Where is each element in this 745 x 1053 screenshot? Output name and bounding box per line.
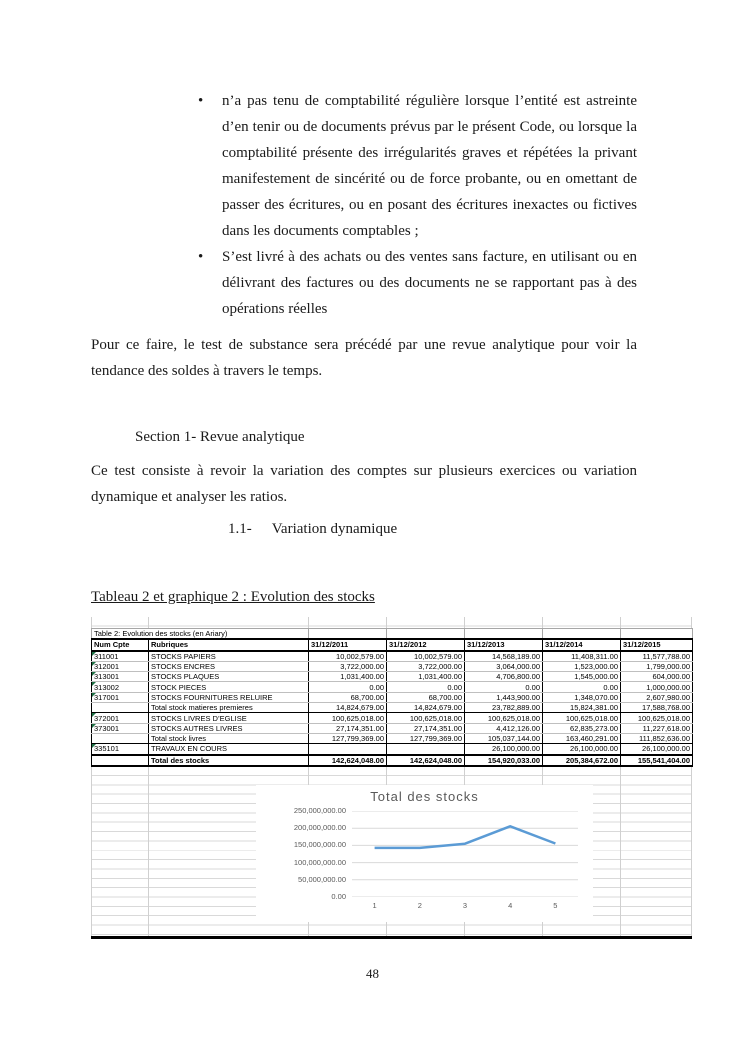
value-cell: 4,412,126.00	[465, 723, 543, 733]
rubrique-cell: STOCKS ENCRES	[149, 661, 309, 671]
bullet-text: n’a pas tenu de comptabilité régulière lorsque l’entité est astreinte d’en tenir ou de documents prévus par le présent Code, ou lorsque la comptabilité présente des irrégularités graves et répétées la privant manifestement de sincérité ou de force probante, ou en omettant de passer des écritures, ou en posant des écritures inexactes ou fictives dans les documents comptables ;	[222, 93, 637, 239]
value-cell: 1,348,070.00	[543, 692, 621, 702]
y-axis-label: 250,000,000.00	[293, 806, 346, 815]
value-cell: 1,443,900.00	[465, 692, 543, 702]
value-cell: 1,031,400.00	[387, 672, 465, 682]
rubrique-cell: STOCKS PAPIERS	[149, 651, 309, 662]
value-cell: 17,588,768.00	[621, 703, 693, 713]
value-cell: 1,000,000.00	[621, 682, 693, 692]
value-cell: 127,799,369.00	[387, 733, 465, 743]
account-number-cell: 312001	[92, 661, 149, 671]
list-item	[91, 244, 637, 322]
table-caption: Tableau 2 et graphique 2 : Evolution des stocks	[91, 589, 375, 605]
value-cell: 15,824,381.00	[543, 703, 621, 713]
value-cell: 0.00	[387, 682, 465, 692]
table-row	[92, 661, 693, 671]
x-axis-label: 1	[372, 901, 377, 910]
value-cell: 26,100,000.00	[621, 744, 693, 755]
rubrique-cell: STOCKS FOURNITURES RELUIRE	[149, 692, 309, 702]
value-cell: 127,799,369.00	[309, 733, 387, 743]
table-row	[92, 682, 693, 692]
value-cell: 14,824,679.00	[387, 703, 465, 713]
value-cell: 10,002,579.00	[387, 651, 465, 662]
account-number-cell: 313001	[92, 672, 149, 682]
bullet-text: S’est livré à des achats ou des ventes sans facture, en utilisant ou en délivrant des factures ou des documents ne se rapportant pas à des opérations réelles	[222, 249, 637, 317]
table-title: Table 2: Evolution des stocks (en Ariary)	[92, 629, 309, 640]
table-row	[92, 723, 693, 733]
value-cell: 11,577,788.00	[621, 651, 693, 662]
y-axis-label: 50,000,000.00	[298, 874, 346, 884]
stocks-table	[91, 628, 693, 767]
x-axis-label: 2	[417, 901, 422, 910]
rubrique-cell: Total des stocks	[149, 755, 309, 766]
table-row	[92, 733, 693, 743]
value-cell: 111,852,636.00	[621, 733, 693, 743]
empty-cell	[465, 629, 543, 640]
line-chart-svg	[352, 811, 578, 897]
stock-table-body	[92, 629, 693, 766]
value-cell: 4,706,800.00	[465, 672, 543, 682]
bullet-list	[91, 88, 637, 322]
account-number-cell	[92, 733, 149, 743]
value-cell: 11,408,311.00	[543, 651, 621, 662]
value-cell: 10,002,579.00	[309, 651, 387, 662]
table-row	[92, 692, 693, 702]
value-cell: 27,174,351.00	[387, 723, 465, 733]
rubrique-cell: STOCKS PLAQUES	[149, 672, 309, 682]
empty-cell	[309, 629, 387, 640]
value-cell: 100,625,018.00	[621, 713, 693, 723]
table-row	[92, 744, 693, 755]
value-cell: 11,227,618.00	[621, 723, 693, 733]
value-cell: 163,460,291.00	[543, 733, 621, 743]
rubrique-cell: Total stock livres	[149, 733, 309, 743]
value-cell: 100,625,018.00	[543, 713, 621, 723]
spreadsheet-embed	[91, 617, 692, 939]
account-number-cell: 372001	[92, 713, 149, 723]
value-cell	[387, 744, 465, 755]
column-header: 31/12/2011	[309, 639, 387, 650]
value-cell: 100,625,018.00	[387, 713, 465, 723]
rubrique-cell: STOCKS LIVRES D’EGLISE	[149, 713, 309, 723]
table-title-row	[92, 629, 693, 640]
value-cell: 3,064,000.00	[465, 661, 543, 671]
line-series	[375, 826, 556, 848]
value-cell: 14,824,679.00	[309, 703, 387, 713]
value-cell: 0.00	[309, 682, 387, 692]
value-cell: 23,782,889.00	[465, 703, 543, 713]
table-row	[92, 651, 693, 662]
value-cell: 2,607,980.00	[621, 692, 693, 702]
table-row	[92, 713, 693, 723]
value-cell: 26,100,000.00	[543, 744, 621, 755]
column-header: Num Cpte	[92, 639, 149, 650]
total-stocks-chart	[256, 785, 593, 922]
empty-cell	[387, 629, 465, 640]
value-cell: 1,031,400.00	[309, 672, 387, 682]
chart-title: Total des stocks	[370, 789, 479, 804]
value-cell	[309, 744, 387, 755]
account-number-cell: 313002	[92, 682, 149, 692]
chart-plot-area	[352, 811, 578, 897]
value-cell: 142,624,048.00	[387, 755, 465, 766]
account-number-cell	[92, 755, 149, 766]
paragraph-test-variation: Ce test consiste à revoir la variation des comptes sur plusieurs exercices ou variation dynamique et analyser les ratios.	[91, 463, 637, 505]
value-cell: 1,545,000.00	[543, 672, 621, 682]
value-cell: 1,799,000.00	[621, 661, 693, 671]
value-cell: 62,835,273.00	[543, 723, 621, 733]
bullet-icon: •	[198, 93, 204, 109]
empty-cell	[543, 629, 621, 640]
table-row	[92, 672, 693, 682]
list-item	[91, 88, 637, 244]
column-header: 31/12/2014	[543, 639, 621, 650]
value-cell: 27,174,351.00	[309, 723, 387, 733]
account-number-cell	[92, 703, 149, 713]
value-cell: 604,000.00	[621, 672, 693, 682]
value-cell: 1,523,000.00	[543, 661, 621, 671]
table-row	[92, 703, 693, 713]
value-cell: 154,920,033.00	[465, 755, 543, 766]
table-row	[92, 755, 693, 766]
empty-cell	[621, 629, 693, 640]
column-header: 31/12/2015	[621, 639, 693, 650]
account-number-cell: 311001	[92, 651, 149, 662]
bullet-icon: •	[198, 249, 204, 265]
value-cell: 205,384,672.00	[543, 755, 621, 766]
account-number-cell: 373001	[92, 723, 149, 733]
subsection-number: 1.1-	[228, 521, 252, 537]
rubrique-cell: STOCKS AUTRES LIVRES	[149, 723, 309, 733]
column-header: Rubriques	[149, 639, 309, 650]
rubrique-cell: Total stock matieres premieres	[149, 703, 309, 713]
value-cell: 68,700.00	[309, 692, 387, 702]
value-cell: 155,541,404.00	[621, 755, 693, 766]
y-axis-label: 200,000,000.00	[293, 823, 346, 833]
x-axis-label: 4	[508, 901, 513, 910]
rubrique-cell: STOCK PIECES	[149, 682, 309, 692]
subsection-heading	[228, 516, 397, 542]
paragraph-revue-analytique: Pour ce faire, le test de substance sera précédé par une revue analytique pour voir la tendance des soldes à travers le temps.	[91, 337, 637, 379]
column-header: 31/12/2013	[465, 639, 543, 650]
page-number: 48	[366, 966, 379, 981]
value-cell: 3,722,000.00	[309, 661, 387, 671]
y-axis-label: 100,000,000.00	[293, 857, 346, 867]
value-cell: 100,625,018.00	[465, 713, 543, 723]
x-axis-label: 3	[462, 901, 468, 910]
table-header-row	[92, 639, 693, 650]
y-axis-label: 150,000,000.00	[293, 840, 346, 850]
value-cell: 105,037,144.00	[465, 733, 543, 743]
value-cell: 100,625,018.00	[309, 713, 387, 723]
value-cell: 26,100,000.00	[465, 744, 543, 755]
account-number-cell: 335101	[92, 744, 149, 755]
column-header: 31/12/2012	[387, 639, 465, 650]
value-cell: 68,700.00	[387, 692, 465, 702]
y-axis-label: 0.00	[331, 892, 346, 901]
value-cell: 0.00	[543, 682, 621, 692]
subsection-title: Variation dynamique	[271, 521, 398, 537]
value-cell: 3,722,000.00	[387, 661, 465, 671]
rubrique-cell: TRAVAUX EN COURS	[149, 744, 309, 755]
value-cell: 14,568,189.00	[465, 651, 543, 662]
x-axis-label: 5	[553, 901, 558, 910]
value-cell: 0.00	[465, 682, 543, 692]
section-heading: Section 1- Revue analytique	[135, 429, 305, 445]
account-number-cell: 317001	[92, 692, 149, 702]
value-cell: 142,624,048.00	[309, 755, 387, 766]
